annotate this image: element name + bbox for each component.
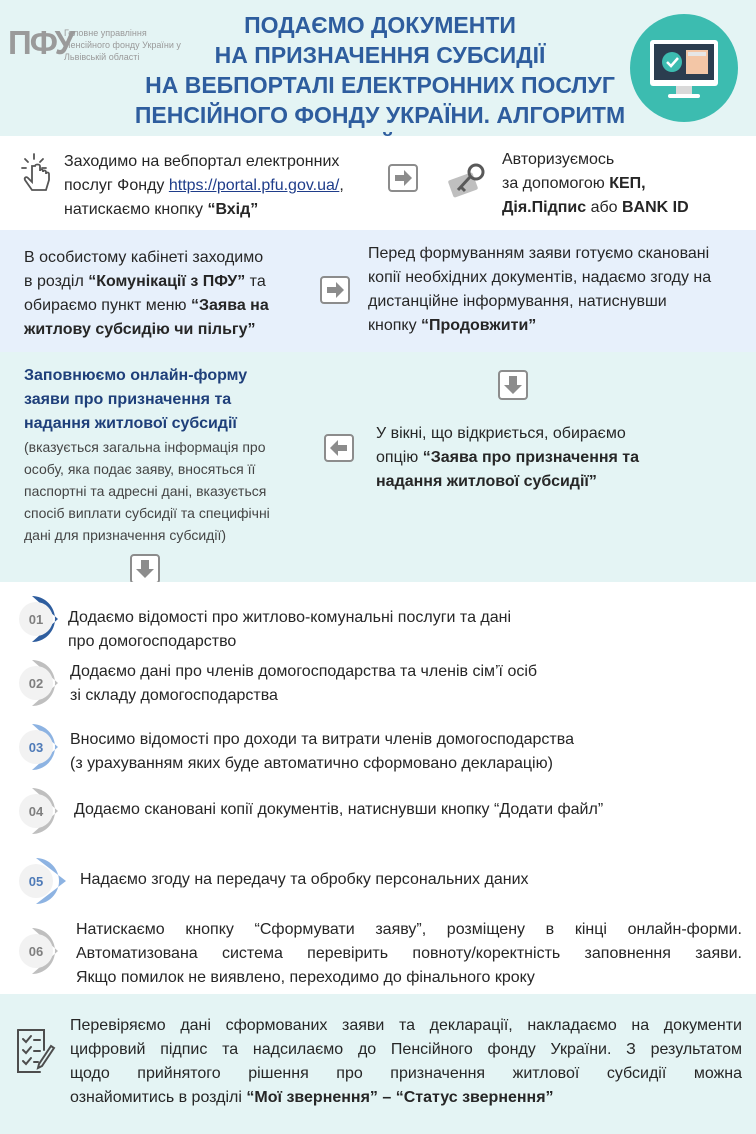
step-text-06: Натискаємо кнопку “Сформувати заяву”, розміщену в кінці онлайн-форми. Автоматизована система перевірить повноту/коректність заповнення заяви. Якщо помилок не виявлено, переходимо до фінального кроку	[76, 921, 742, 986]
form-fill-instructions: Заповнюємо онлайн-форму заяви про призначення та надання житлової субсидії (вказується загальна інформація про особу, яка подає заяву, вносяться її паспортні та адресні дані, вказується спосіб виплати субсидії та специфічні дані для призначення субсидії)	[24, 367, 270, 543]
page-title: ПОДАЄМО ДОКУМЕНТИ НА ПРИЗНАЧЕННЯ СУБСИДІЇ НА ВЕБПОРТАЛІ ЕЛЕКТРОННИХ ПОСЛУГ ПЕНСІЙНОГО ФОНДУ УКРАЇНИ. АЛГОРИТМ	[134, 12, 626, 128]
auth-instructions: Авторизуємось за допомогою КЕП, Дія.Підпис або BANK ID	[502, 151, 689, 216]
monitor-check-icon	[630, 14, 738, 122]
step-badge-01	[14, 594, 64, 644]
cabinet-instructions: В особистому кабінеті заходимо в розділ “Комунікації з ПФУ” та обираємо пункт меню “Заява на житлову субсидію чи пільгу”	[24, 249, 269, 338]
arrow-right-icon	[320, 276, 350, 309]
arrow-right-icon	[388, 164, 418, 197]
step-badge-06	[14, 926, 64, 976]
step-number: 02	[28, 676, 44, 691]
step-text-05: Надаємо згоду на передачу та обробку персональних даних	[80, 871, 529, 888]
signature-key-icon	[446, 158, 490, 207]
step-badge-03	[14, 722, 64, 772]
checklist-document-icon	[12, 1026, 58, 1081]
option-instructions: У вікні, що відкриється, обираємо опцію “Заява про призначення та надання житлової субсидії”	[376, 425, 640, 490]
step-number: 06	[28, 944, 44, 959]
step-number: 05	[28, 874, 44, 889]
final-instructions: Перевіряємо дані сформованих заяви та декларації, накладаємо на документи цифровий підпис та надсилаємо до Пенсійного фонду України. З результатом щодо прийнятого рішення про призначення житлової субсидії можна ознайомитись в розділі “Мої звернення” – “Статус звернення”	[70, 1017, 742, 1106]
org-name: Головне управління Пенсійного фонду України у Львівській області	[64, 28, 181, 62]
step-text-04: Додаємо скановані копії документів, натиснувши кнопку “Додати файл”	[74, 801, 604, 818]
step-text-01: Додаємо відомості про житлово-комунальні послуги та дані про домогосподарство	[68, 609, 512, 650]
step-number: 01	[28, 612, 44, 627]
pointer-hand-icon	[20, 152, 56, 201]
arrow-left-icon	[324, 434, 354, 467]
arrow-down-icon	[498, 370, 528, 405]
pfu-logo: ПФУ	[8, 24, 74, 61]
step-badge-05	[14, 856, 64, 906]
step-number: 03	[28, 740, 44, 755]
step-badge-02	[14, 658, 64, 708]
step-text-02: Додаємо дані про членів домогосподарства та членів сім’ї осіб зі складу домогосподарства	[70, 663, 538, 704]
step-text-03: Вносимо відомості про доходи та витрати членів домогосподарства (з урахуванням яких буде автоматично сформовано декларацію)	[70, 731, 574, 772]
step-number: 04	[28, 804, 44, 819]
prepare-instructions: Перед формуванням заяви готуємо скановані копії необхідних документів, надаємо згоду на дистанційне інформування, натиснувши кнопку “Продовжити”	[368, 245, 712, 334]
portal-link[interactable]: https://portal.pfu.gov.ua/	[168, 177, 340, 194]
login-instructions: Заходимо на вебпортал електронних послуг Фонду https://portal.pfu.gov.ua/, натискаємо кнопку “Вхід”	[64, 153, 344, 218]
step-badge-04	[14, 786, 64, 836]
